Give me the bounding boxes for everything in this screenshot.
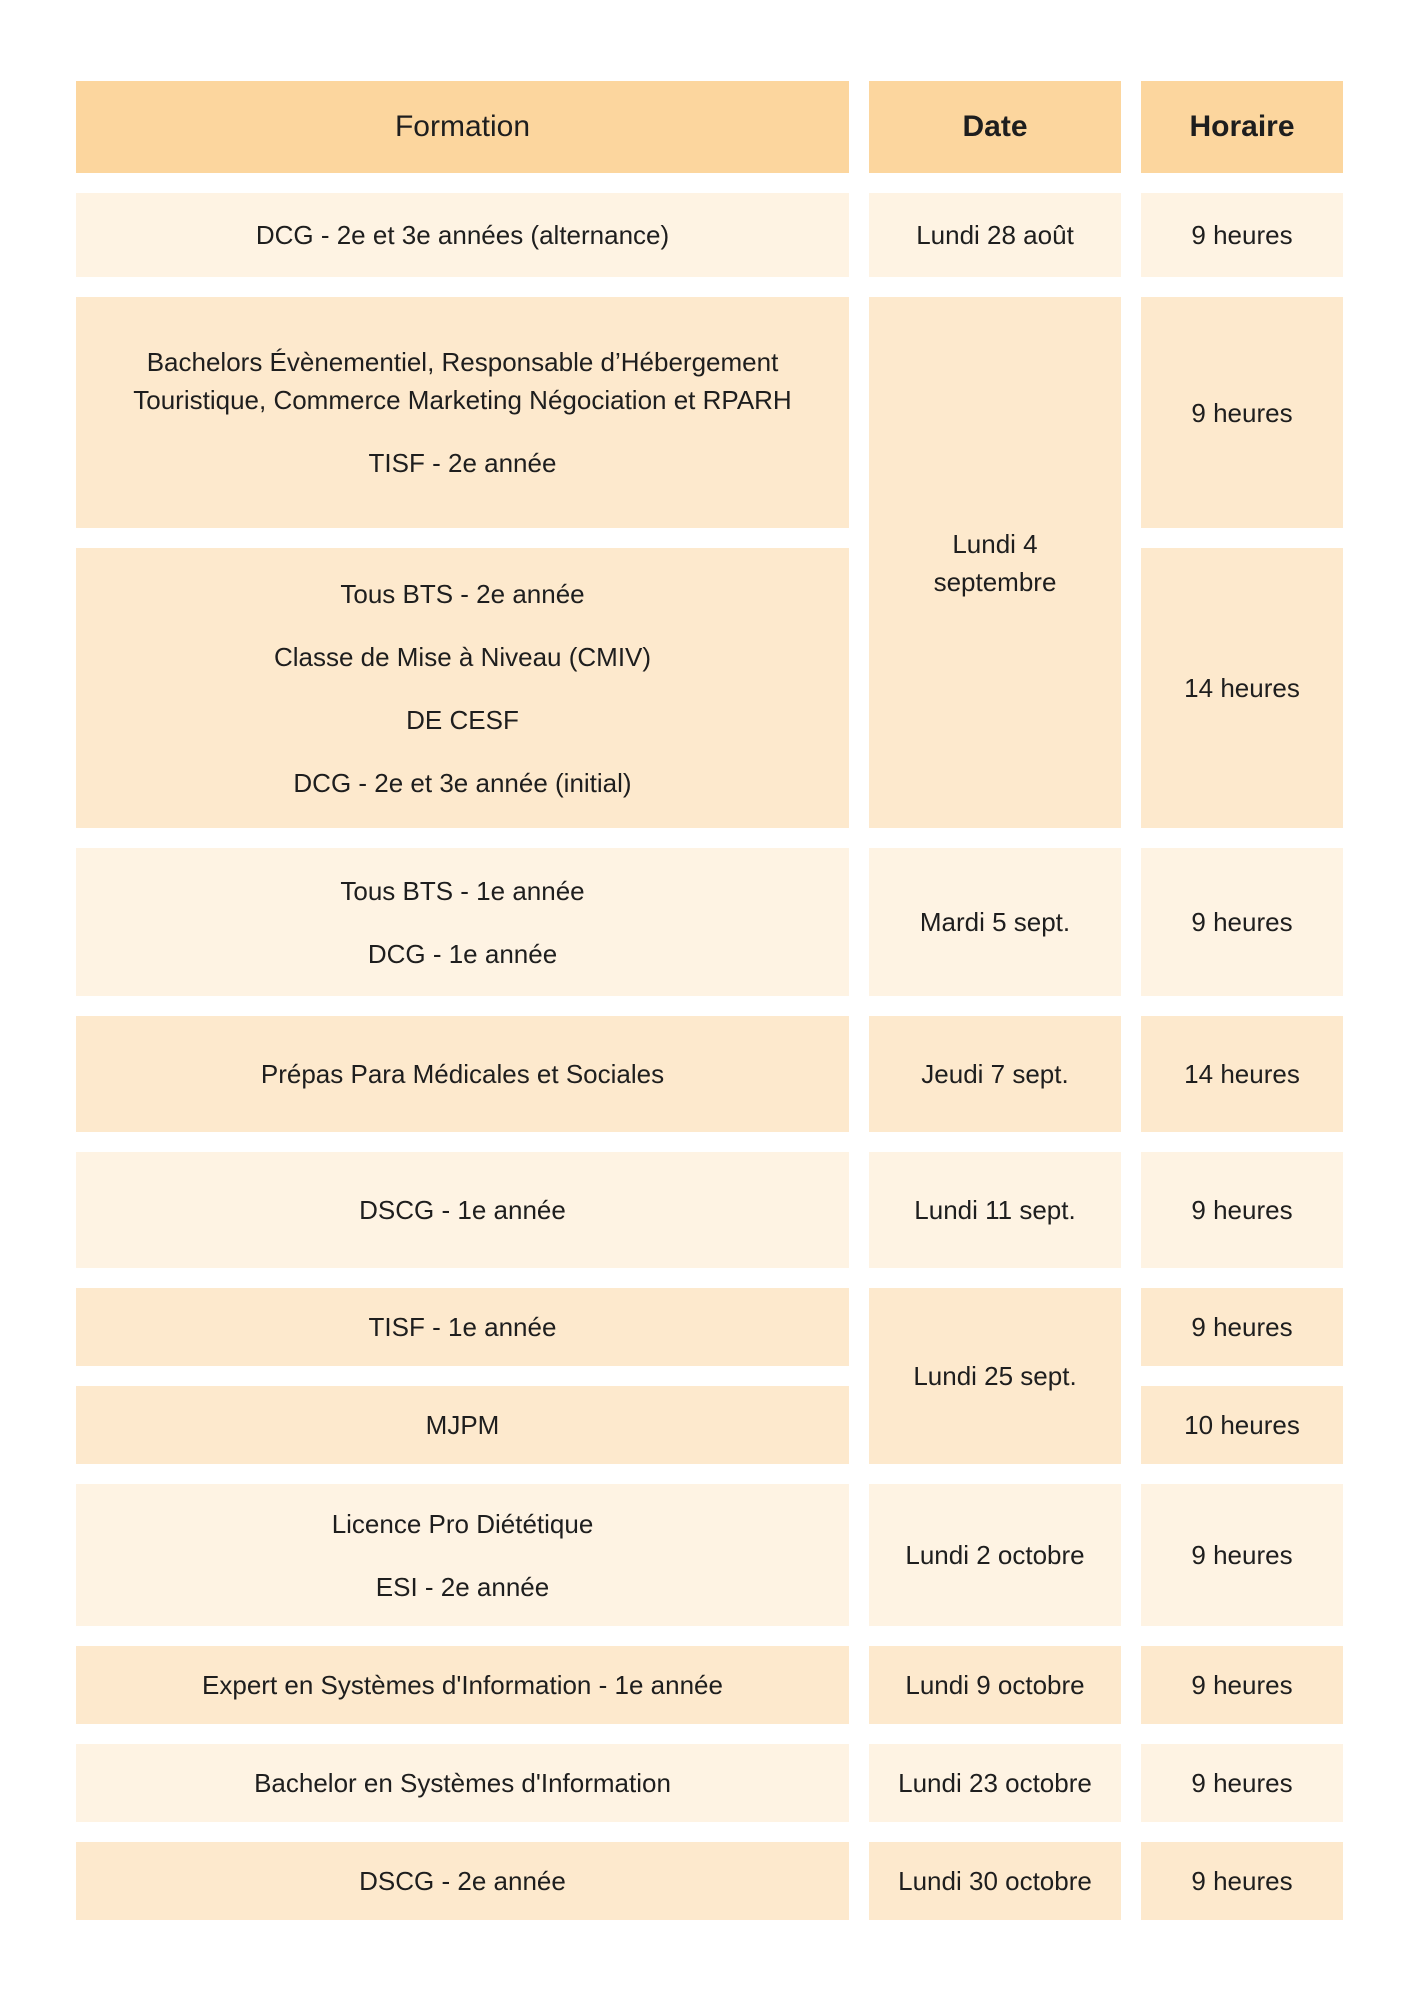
table-row-horaire	[1141, 1646, 1343, 1724]
formation-label: TISF - 2e année	[368, 448, 557, 478]
table-row-date	[869, 1842, 1121, 1920]
table-row-date-merged	[869, 297, 1121, 828]
table-row-date	[869, 1016, 1121, 1132]
date-label: Lundi 4	[952, 528, 1038, 559]
horaire-label: 9 heures	[1191, 397, 1293, 428]
horaire-label: 9 heures	[1191, 1866, 1293, 1896]
table-row-date	[869, 193, 1121, 277]
table-row-formation	[76, 848, 849, 996]
table-row-date-merged	[869, 1288, 1121, 1464]
formation-label: DE CESF	[406, 704, 519, 735]
table-row-horaire	[1141, 848, 1343, 996]
horaire-label: 9 heures	[1191, 1195, 1293, 1225]
table-row-formation	[76, 1288, 849, 1366]
horaire-label: 9 heures	[1191, 1540, 1293, 1570]
horaire-label: 9 heures	[1191, 1312, 1293, 1342]
table-row-date	[869, 1484, 1121, 1626]
formation-label: Classe de Mise à Niveau (CMIV)	[273, 641, 652, 672]
table-row-horaire	[1141, 1152, 1343, 1268]
table-row-formation	[76, 1484, 849, 1626]
formation-label: DCG - 2e et 3e années (alternance)	[255, 220, 670, 250]
table-row-formation	[76, 1842, 849, 1920]
formation-label: Bachelors Évènementiel, Responsable d’Hébergement	[146, 347, 779, 377]
formation-label: Licence Pro Diététique	[331, 1508, 594, 1539]
horaire-label: 10 heures	[1184, 1410, 1300, 1440]
formation-label: Tous BTS - 2e année	[340, 578, 585, 609]
formation-label: Touristique, Commerce Marketing Négociation et RPARH	[133, 385, 792, 415]
date-label: Lundi 9 octobre	[905, 1670, 1085, 1700]
table-row-formation	[76, 1386, 849, 1464]
header-formation	[76, 81, 849, 173]
formation-label: ESI - 2e année	[375, 1571, 550, 1602]
table-row-horaire	[1141, 1842, 1343, 1920]
table-row-formation	[76, 1744, 849, 1822]
date-label: Lundi 28 août	[916, 220, 1074, 250]
formation-label: DCG - 1e année	[367, 938, 558, 969]
date-label: Lundi 2 octobre	[905, 1540, 1085, 1570]
table-row-horaire	[1141, 1744, 1343, 1822]
table-row-horaire	[1141, 1386, 1343, 1464]
date-label: Lundi 25 sept.	[913, 1361, 1077, 1391]
table-row-formation	[76, 1646, 849, 1724]
formation-label: Prépas Para Médicales et Sociales	[260, 1059, 665, 1089]
horaire-label: 9 heures	[1191, 1768, 1293, 1798]
horaire-label: 14 heures	[1184, 1059, 1300, 1089]
table-row-date	[869, 848, 1121, 996]
horaire-label: 9 heures	[1191, 907, 1293, 937]
table-row-formation	[76, 1152, 849, 1268]
header-horaire	[1141, 81, 1343, 173]
table-row-horaire	[1141, 1484, 1343, 1626]
formation-label: MJPM	[425, 1410, 500, 1440]
header-horaire-label: Horaire	[1189, 110, 1295, 143]
formation-label: Bachelor en Systèmes d'Information	[254, 1768, 671, 1798]
table-row-horaire	[1141, 548, 1343, 828]
header-formation-label: Formation	[394, 110, 531, 143]
table-row-formation	[76, 548, 849, 828]
table-row-formation	[76, 193, 849, 277]
date-label: septembre	[933, 566, 1057, 597]
formation-label: DSCG - 1e année	[359, 1195, 566, 1225]
header-date-label: Date	[962, 110, 1028, 143]
formation-label: Tous BTS - 1e année	[340, 875, 585, 906]
date-label: Lundi 30 octobre	[898, 1866, 1092, 1896]
header-date	[869, 81, 1121, 173]
table-row-formation	[76, 297, 849, 528]
formation-label: TISF - 1e année	[368, 1312, 557, 1342]
date-label: Lundi 11 sept.	[914, 1195, 1076, 1225]
date-label: Lundi 23 octobre	[898, 1768, 1092, 1798]
horaire-label: 9 heures	[1191, 1670, 1293, 1700]
table-row-date	[869, 1152, 1121, 1268]
formation-label: DCG - 2e et 3e année (initial)	[293, 767, 632, 798]
horaire-label: 14 heures	[1184, 673, 1300, 703]
table-row-formation	[76, 1016, 849, 1132]
table-row-horaire	[1141, 1288, 1343, 1366]
table-row-date	[869, 1744, 1121, 1822]
formation-label: Expert en Systèmes d'Information - 1e année	[202, 1670, 723, 1700]
table-row-date	[869, 1646, 1121, 1724]
date-label: Jeudi 7 sept.	[921, 1059, 1069, 1089]
horaire-label: 9 heures	[1191, 220, 1293, 250]
table-row-horaire	[1141, 1016, 1343, 1132]
table-row-horaire	[1141, 297, 1343, 528]
formation-label: DSCG - 2e année	[359, 1866, 566, 1896]
table-row-horaire	[1141, 193, 1343, 277]
date-label: Mardi 5 sept.	[919, 907, 1071, 937]
